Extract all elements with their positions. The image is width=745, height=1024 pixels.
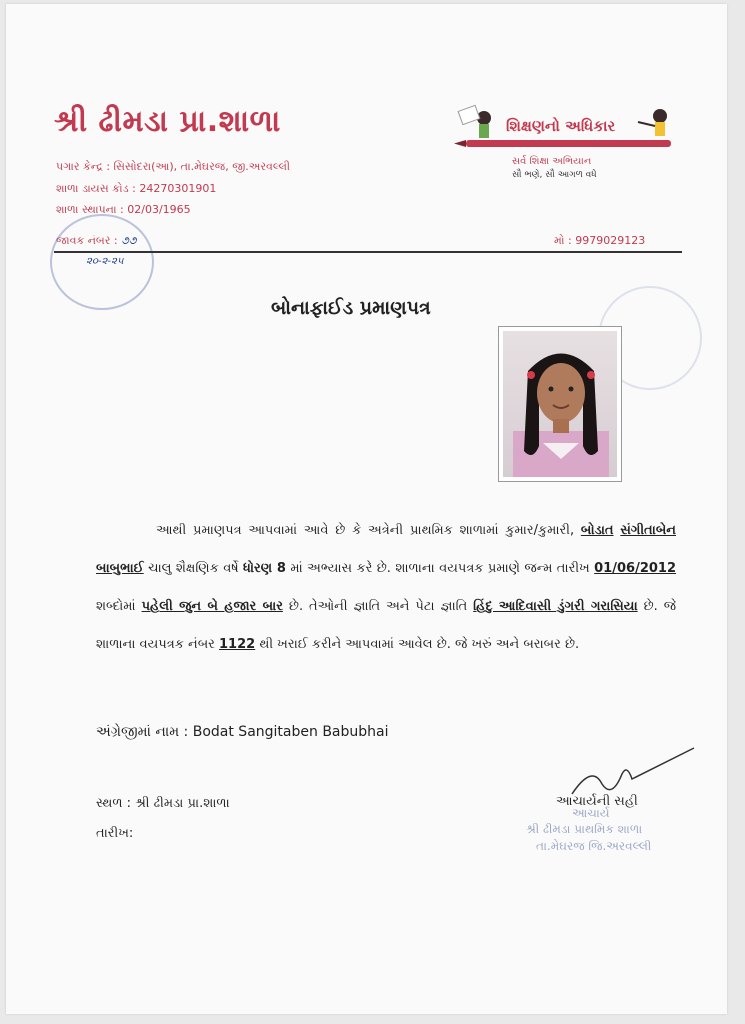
student-portrait-icon bbox=[503, 331, 617, 477]
place: સ્થળ : શ્રી ઢીમડા પ્રા.શાળા bbox=[96, 796, 230, 811]
birth-date-words: પહેલી જુન બે હજાર બાર bbox=[141, 599, 283, 614]
school-name: શ્રી ઢીમડા પ્રા.શાળા bbox=[54, 104, 281, 139]
body-text-5: છે. તેઓની જ્ઞાતિ અને પેટા જ્ઞાતિ bbox=[288, 599, 468, 614]
dise-code: શાળા ડાયસ કોડ : 24270301901 bbox=[56, 182, 217, 195]
stamp-line-1: આચાર્ય bbox=[572, 806, 610, 820]
standard: ધોરણ 8 bbox=[243, 561, 286, 576]
body-text-2: ચાલુ શૈક્ષણિક વર્ષે bbox=[148, 561, 239, 576]
register-number: 1122 bbox=[219, 637, 256, 652]
english-name-line bbox=[96, 724, 389, 740]
certificate-body bbox=[96, 512, 676, 664]
body-text-6: છે. જે શાળાના વયપત્રક નંબર bbox=[96, 599, 677, 652]
body-text-7: થી ખરાઈ કરીને આપવામાં આવેલ છે. જે ખરું અને બરાબર છે. bbox=[259, 637, 580, 652]
outward-label: જાવક નંબર : bbox=[56, 234, 118, 247]
mobile-number: મો : 9979029123 bbox=[554, 234, 646, 247]
stamp-line-2: શ્રી ઢીમડા પ્રાથમિક શાળા bbox=[526, 822, 643, 836]
office-stamp-top bbox=[50, 214, 154, 310]
date-label: તારીખ: bbox=[96, 826, 134, 841]
english-name-label: અંગ્રેજીમાં નામ : bbox=[96, 724, 189, 740]
principal-signature-label: આચાર્યની સહી bbox=[556, 794, 638, 809]
english-name: Bodat Sangitaben Babubhai bbox=[192, 724, 389, 740]
student-name: સંગીતાબેન બાબુભાઈ bbox=[96, 523, 676, 576]
certificate-page bbox=[6, 4, 727, 1014]
logo-title: શિક્ષણનો અધિકાર bbox=[506, 117, 616, 135]
outward-value: ૭૭ bbox=[121, 234, 137, 247]
stamp-line-3: તા.મેઘરજ જિ.અરવલ્લી bbox=[536, 839, 652, 853]
shikshan-adhikar-logo bbox=[446, 104, 681, 184]
pay-center: પગાર કેન્દ્ર : સિસોદરા(આ), તા.મેઘરજ, જી.અરવલ્લી bbox=[56, 160, 291, 173]
logo-subtitle: સર્વ શિક્ષા અભિયાન bbox=[512, 156, 592, 167]
student-surname: બોડાત bbox=[580, 523, 614, 538]
logo-tagline: સૌ ભણે, સૌ આગળ વધે bbox=[512, 170, 597, 180]
header-divider bbox=[54, 251, 682, 253]
certificate-title: બોનાફાઈડ પ્રમાણપત્ર bbox=[271, 297, 431, 319]
established-date: શાળા સ્થાપના : 02/03/1965 bbox=[56, 203, 191, 216]
birth-date: 01/06/2012 bbox=[594, 561, 676, 576]
body-text-3: માં અભ્યાસ કરે છે. શાળાના વયપત્રક પ્રમાણે જન્મ તારીખ bbox=[290, 561, 590, 576]
student-photo bbox=[498, 326, 622, 482]
handwritten-date: ૨૦-૨-૨૫ bbox=[86, 256, 124, 267]
body-text-4: શબ્દોમાં bbox=[96, 599, 136, 614]
body-intro: આથી પ્રમાણપત્ર આપવામાં આવે છે કે અત્રેની પ્રાથમિક શાળામાં કુમાર/કુમારી, bbox=[156, 523, 575, 538]
caste: હિંદુ આદિવાસી ડુંગરી ગરાસિયા bbox=[473, 599, 638, 614]
